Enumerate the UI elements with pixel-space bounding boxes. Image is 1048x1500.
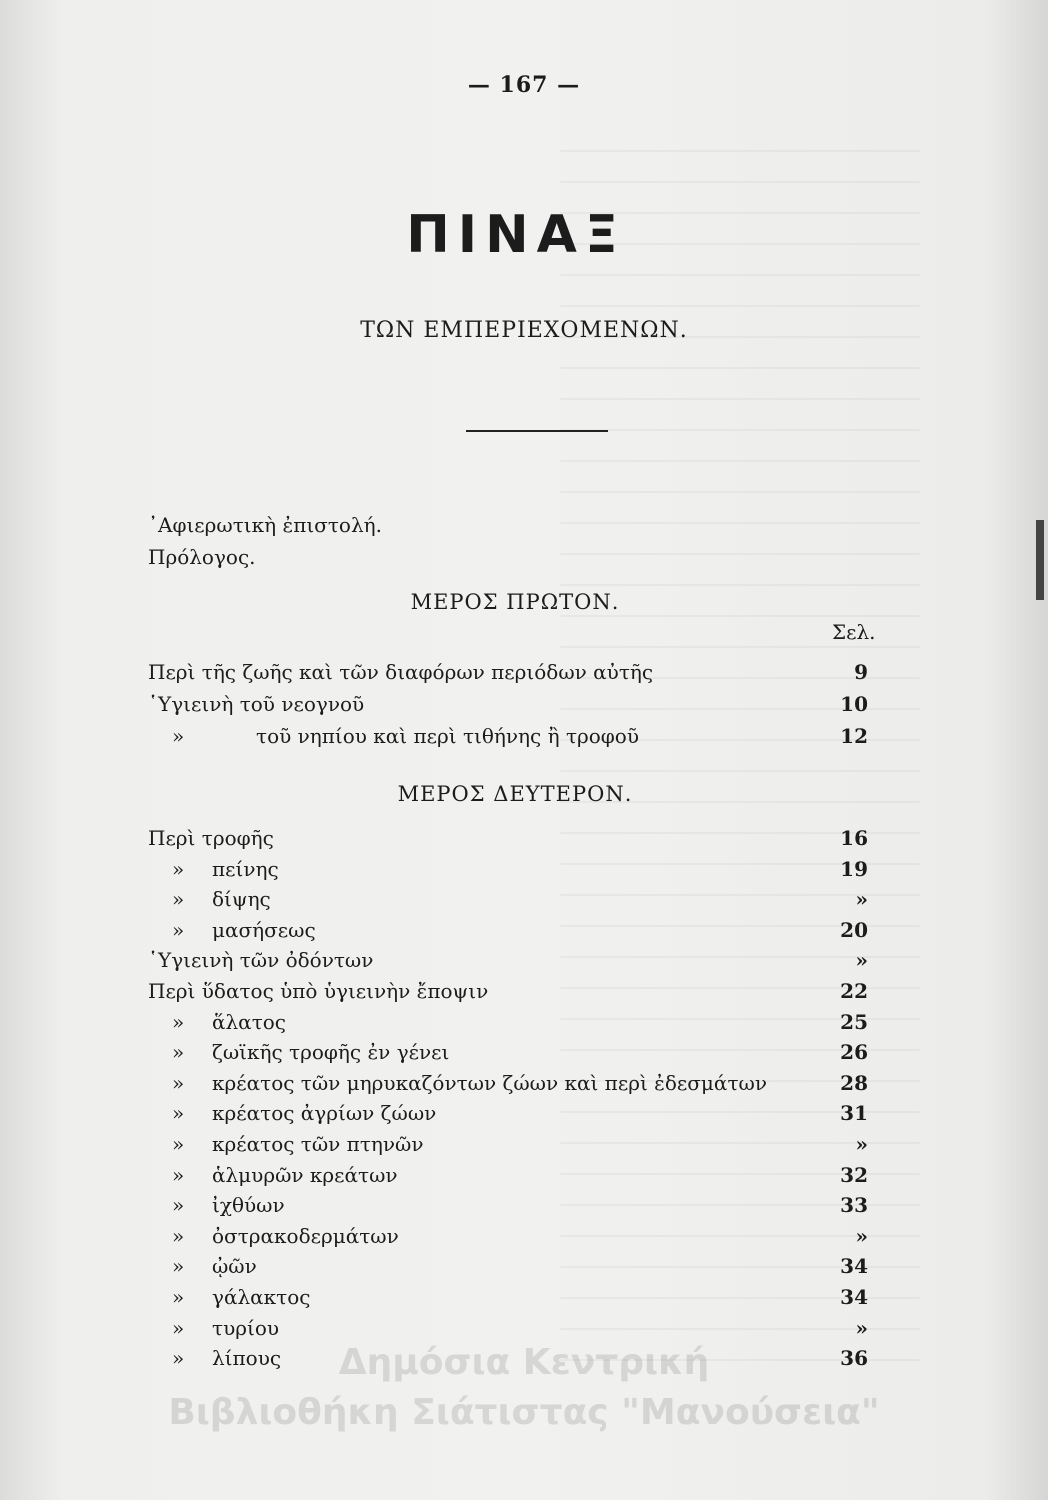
toc-entry xyxy=(148,1163,868,1193)
toc-entry-label: Περὶ τροφῆς xyxy=(148,826,274,850)
ditto-mark: » xyxy=(172,1162,185,1187)
ditto-mark: » xyxy=(172,724,185,748)
toc-entry xyxy=(148,692,868,722)
front-matter-prologue: Πρόλογος. xyxy=(148,545,256,569)
ditto-mark: » xyxy=(172,1254,185,1279)
toc-entry-label: λίπους xyxy=(212,1346,282,1371)
toc-entry-label: Περὶ τῆς ζωῆς καὶ τῶν διαφόρων περιόδων αὐτῆς xyxy=(148,660,654,684)
toc-entry xyxy=(148,857,868,887)
toc-entry-page: 10 xyxy=(840,692,868,716)
toc-entry-page: 36 xyxy=(840,1346,868,1371)
toc-entry-page: 22 xyxy=(840,979,868,1003)
toc-entry-page: 31 xyxy=(840,1101,868,1126)
toc-entry xyxy=(148,1254,868,1284)
toc-entry xyxy=(148,826,868,856)
ditto-mark: » xyxy=(172,1132,185,1156)
front-matter-dedication: ᾿Αφιερωτικὴ ἐπιστολή. xyxy=(148,513,382,537)
toc-entry-label: κρέατος ἀγρίων ζώων xyxy=(212,1101,437,1126)
toc-entry-label: κρέατος τῶν μηρυκαζόντων ζώων καὶ περὶ ἐδεσμάτων xyxy=(212,1070,767,1095)
ditto-mark: » xyxy=(172,1193,185,1218)
toc-entry-label: ᾠῶν xyxy=(212,1254,257,1279)
toc-entry xyxy=(148,1040,868,1070)
toc-entry xyxy=(148,1224,868,1254)
toc-entry-label: ῾Υγιεινὴ τοῦ νεογνοῦ xyxy=(148,692,365,716)
page-number: — 167 — xyxy=(467,72,581,98)
toc-entry-label: Περὶ ὕδατος ὑπὸ ὑγιεινὴν ἔποψιν xyxy=(148,979,489,1003)
toc-entry-label: γάλακτος xyxy=(212,1285,311,1309)
toc-entry-page: 9 xyxy=(854,660,868,684)
ditto-mark: » xyxy=(172,1040,185,1065)
toc-entry-page: » xyxy=(855,887,868,912)
toc-entry-label: τυρίου xyxy=(212,1315,280,1340)
toc-entry xyxy=(148,1010,868,1040)
ditto-mark: » xyxy=(172,917,185,942)
toc-entry-label: ἅλατος xyxy=(212,1009,286,1034)
toc-entry xyxy=(148,979,868,1009)
toc-entry xyxy=(148,1132,868,1162)
toc-entry-page: » xyxy=(855,948,868,973)
ditto-mark: » xyxy=(172,856,185,881)
ditto-mark: » xyxy=(172,1285,185,1309)
ditto-mark: » xyxy=(172,1070,185,1095)
page-column-label: Σελ. xyxy=(832,620,876,644)
toc-entry-label: ζωϊκῆς τροφῆς ἐν γένει xyxy=(212,1040,450,1065)
toc-entry-page: 32 xyxy=(840,1162,868,1187)
toc-entry xyxy=(148,948,868,978)
toc-entry-page: 16 xyxy=(840,826,868,850)
toc-entry xyxy=(148,1285,868,1315)
toc-entry xyxy=(148,1101,868,1131)
toc-entry-label: πείνης xyxy=(212,856,279,881)
toc-entry-page: 28 xyxy=(840,1070,868,1095)
toc-entry xyxy=(148,887,868,917)
ditto-mark: » xyxy=(172,1223,185,1248)
toc-entry-page: 26 xyxy=(840,1040,868,1065)
toc-entry-label: ἁλμυρῶν κρεάτων xyxy=(212,1162,398,1187)
part2-heading: ΜΕΡΟΣ ΔΕΥΤΕΡΟΝ. xyxy=(397,782,633,806)
toc-entry xyxy=(148,918,868,948)
toc-entry-page: 20 xyxy=(840,917,868,942)
toc-entry-page: 19 xyxy=(840,856,868,881)
toc-entry-label: μασήσεως xyxy=(212,917,316,942)
ditto-mark: » xyxy=(172,1101,185,1126)
page-subtitle: ΤΩΝ ΕΜΠΕΡΙΕΧΟΜΕΝΩΝ. xyxy=(360,318,688,343)
library-watermark-line1: Δημόσια Κεντρική xyxy=(338,1342,710,1383)
toc-entry-page: 33 xyxy=(840,1193,868,1218)
ditto-mark: » xyxy=(172,1315,185,1340)
toc-entry-page: » xyxy=(855,1132,868,1156)
toc-entry-label: ὀστρακοδερμάτων xyxy=(212,1223,399,1248)
ditto-mark: » xyxy=(172,1009,185,1034)
ditto-mark: » xyxy=(172,887,185,912)
toc-entry xyxy=(148,724,868,754)
toc-entry-page: 34 xyxy=(840,1254,868,1279)
toc-entry-page: 12 xyxy=(840,724,868,748)
toc-entry-label: δίψης xyxy=(212,887,271,912)
toc-entry-label: ἰχθύων xyxy=(212,1193,285,1218)
binding-edge xyxy=(1036,520,1044,600)
toc-entry xyxy=(148,1071,868,1101)
toc-entry xyxy=(148,1193,868,1223)
library-watermark-line2: Βιβλιοθήκη Σιάτιστας "Μανούσεια" xyxy=(168,1392,880,1433)
toc-entry-label: τοῦ νηπίου καὶ περὶ τιθήνης ἢ τροφοῦ xyxy=(256,724,640,748)
toc-entry-label: κρέατος τῶν πτηνῶν xyxy=(212,1132,424,1156)
toc-entry xyxy=(148,660,868,690)
title-divider xyxy=(466,430,608,432)
ditto-mark: » xyxy=(172,1346,185,1371)
part1-heading: ΜΕΡΟΣ ΠΡΩΤΟΝ. xyxy=(410,590,620,614)
page-title: ΠΙΝΑΞ xyxy=(406,205,626,265)
toc-entry-page: » xyxy=(855,1223,868,1248)
toc-entry-page: 25 xyxy=(840,1009,868,1034)
toc-entry-page: » xyxy=(855,1315,868,1340)
toc-entry-page: 34 xyxy=(840,1285,868,1309)
toc-entry-label: ῾Υγιεινὴ τῶν ὀδόντων xyxy=(148,948,374,973)
